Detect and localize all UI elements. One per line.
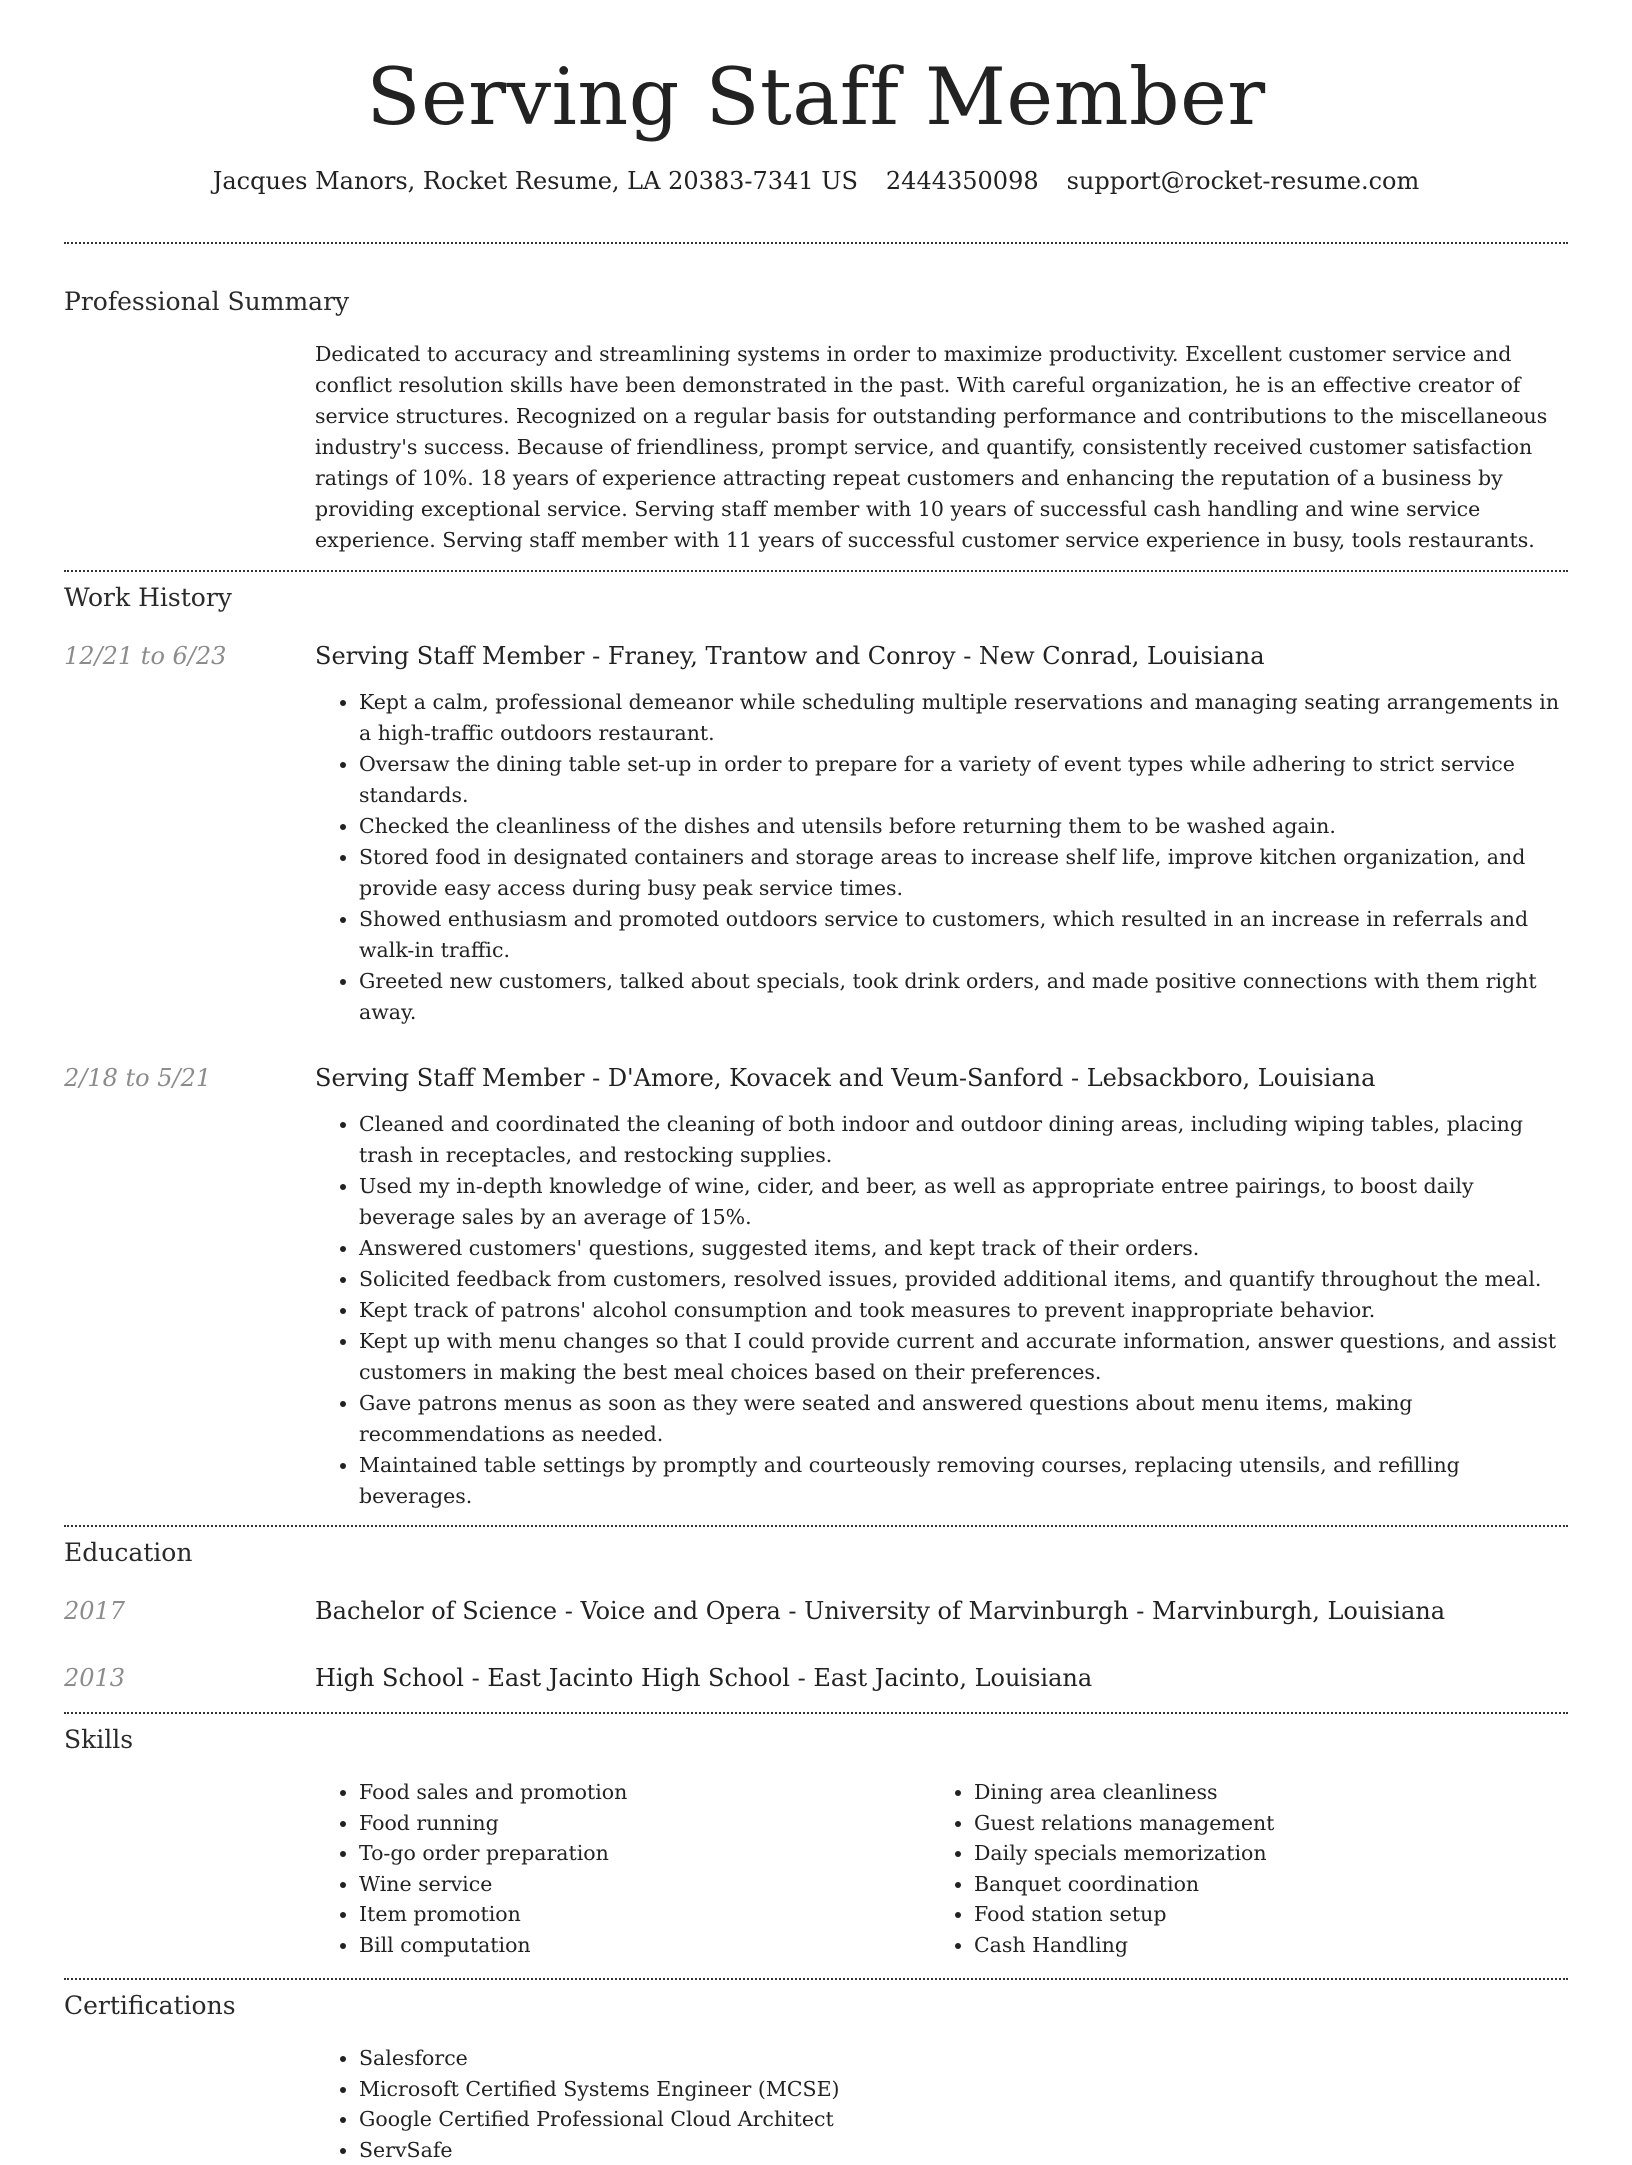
- skills-column-right: [930, 1777, 1544, 1960]
- list-item: • Wine service: [359, 1869, 930, 1900]
- resume-title: Serving Staff Member: [64, 0, 1568, 142]
- list-item: • Microsoft Certified Systems Engineer (MCSE): [359, 2074, 1568, 2105]
- list-item: • Food sales and promotion: [359, 1777, 930, 1808]
- certifications-heading: Certifications: [64, 1990, 1568, 2022]
- list-item: • Answered customers' questions, suggested items, and kept track of their orders.: [359, 1233, 1568, 1264]
- education-title: High School - East Jacinto High School - East Jacinto, Louisiana: [315, 1662, 1568, 1694]
- list-item: • Kept a calm, professional demeanor while scheduling multiple reservations and managing seating arrangements in a high-traffic outdoors restaurant.: [359, 687, 1568, 749]
- skills-list: [315, 1777, 1568, 1960]
- list-item: • Food station setup: [974, 1899, 1544, 1930]
- list-item: • Gave patrons menus as soon as they were seated and answered questions about menu items, making recommendations as needed.: [359, 1388, 1568, 1450]
- list-item: • Daily specials memorization: [974, 1838, 1544, 1869]
- list-item: • To-go order preparation: [359, 1838, 930, 1869]
- job-entry: [64, 1062, 1568, 1512]
- list-item: • ServSafe: [359, 2135, 1568, 2165]
- list-item: • Cleaned and coordinated the cleaning of both indoor and outdoor dining areas, including wiping tables, placing trash in receptacles, and restocking supplies.: [359, 1109, 1568, 1171]
- contact-address: Jacques Manors, Rocket Resume, LA 20383-7341 US: [213, 167, 858, 195]
- list-item: • Bill computation: [359, 1930, 930, 1961]
- skills-divider: [64, 1978, 1568, 1980]
- list-item: • Banquet coordination: [974, 1869, 1544, 1900]
- work-divider: [64, 1525, 1568, 1527]
- list-item: • Used my in-depth knowledge of wine, cider, and beer, as well as appropriate entree pairings, to boost daily beverage sales by an average of 15%.: [359, 1171, 1568, 1233]
- summary-heading: Professional Summary: [64, 286, 1568, 318]
- contact-phone: 2444350098: [886, 167, 1039, 195]
- list-item: • Maintained table settings by promptly and courteously removing courses, replacing utensils, and refilling beverages.: [359, 1450, 1568, 1512]
- job-bullets: [315, 687, 1568, 1028]
- education-heading: Education: [64, 1537, 1568, 1569]
- contact-line: [64, 166, 1568, 196]
- education-entry: [64, 1662, 1568, 1694]
- certifications-bullets: [315, 2043, 1568, 2165]
- certifications-list: [64, 2043, 1568, 2165]
- job-entry: [64, 640, 1568, 1028]
- list-item: • Food running: [359, 1808, 930, 1839]
- summary-divider: [64, 570, 1568, 572]
- list-item: • Dining area cleanliness: [974, 1777, 1544, 1808]
- list-item: • Solicited feedback from customers, resolved issues, provided additional items, and quantify throughout the meal.: [359, 1264, 1568, 1295]
- education-entry: [64, 1595, 1568, 1627]
- list-item: • Salesforce: [359, 2043, 1568, 2074]
- header-divider: [64, 242, 1568, 244]
- list-item: • Cash Handling: [974, 1930, 1544, 1961]
- education-title: Bachelor of Science - Voice and Opera - University of Marvinburgh - Marvinburgh, Louisiana: [315, 1595, 1568, 1627]
- list-item: • Item promotion: [359, 1899, 930, 1930]
- list-item: • Stored food in designated containers and storage areas to increase shelf life, improve kitchen organization, and provide easy access during busy peak service times.: [359, 842, 1568, 904]
- list-item: • Kept up with menu changes so that I could provide current and accurate information, answer questions, and assist customers in making the best meal choices based on their preferences.: [359, 1326, 1568, 1388]
- education-date: 2013: [64, 1662, 125, 1694]
- list-item: • Greeted new customers, talked about specials, took drink orders, and made positive connections with them right away.: [359, 966, 1568, 1028]
- list-item: • Guest relations management: [974, 1808, 1544, 1839]
- job-title: Serving Staff Member - Franey, Trantow and Conroy - New Conrad, Louisiana: [315, 640, 1568, 672]
- list-item: • Showed enthusiasm and promoted outdoors service to customers, which resulted in an increase in referrals and walk-in traffic.: [359, 904, 1568, 966]
- list-item: • Google Certified Professional Cloud Architect: [359, 2104, 1568, 2135]
- job-bullets: [315, 1109, 1568, 1512]
- job-title: Serving Staff Member - D'Amore, Kovacek and Veum-Sanford - Lebsackboro, Louisiana: [315, 1062, 1568, 1094]
- education-date: 2017: [64, 1595, 125, 1627]
- list-item: • Kept track of patrons' alcohol consumption and took measures to prevent inappropriate behavior.: [359, 1295, 1568, 1326]
- job-date: 2/18 to 5/21: [64, 1062, 211, 1094]
- list-item: • Checked the cleanliness of the dishes and utensils before returning them to be washed again.: [359, 811, 1568, 842]
- resume-page: [64, 0, 1568, 2165]
- skills-heading: Skills: [64, 1724, 1568, 1756]
- skills-column-left: [315, 1777, 930, 1960]
- work-heading: Work History: [64, 582, 1568, 614]
- summary-text: Dedicated to accuracy and streamlining systems in order to maximize productivity. Excellent customer service and conflict resolution skills have been demonstrated in the past. With careful organization, he is an effective creator of service structures. Recognized on a regular basis for outstanding performance and contributions to the miscellaneous industry's success. Because of friendliness, prompt service, and quantify, consistently received customer satisfaction ratings of 10%. 18 years of experience attracting repeat customers and enhancing the reputation of a business by providing exceptional service. Serving staff member with 10 years of successful cash handling and wine service experience. Serving staff member with 11 years of successful customer service experience in busy, tools restaurants.: [315, 339, 1568, 556]
- job-date: 12/21 to 6/23: [64, 640, 226, 672]
- list-item: • Oversaw the dining table set-up in order to prepare for a variety of event types while adhering to strict service standards.: [359, 749, 1568, 811]
- contact-email: support@rocket-resume.com: [1067, 167, 1420, 195]
- education-divider: [64, 1712, 1568, 1714]
